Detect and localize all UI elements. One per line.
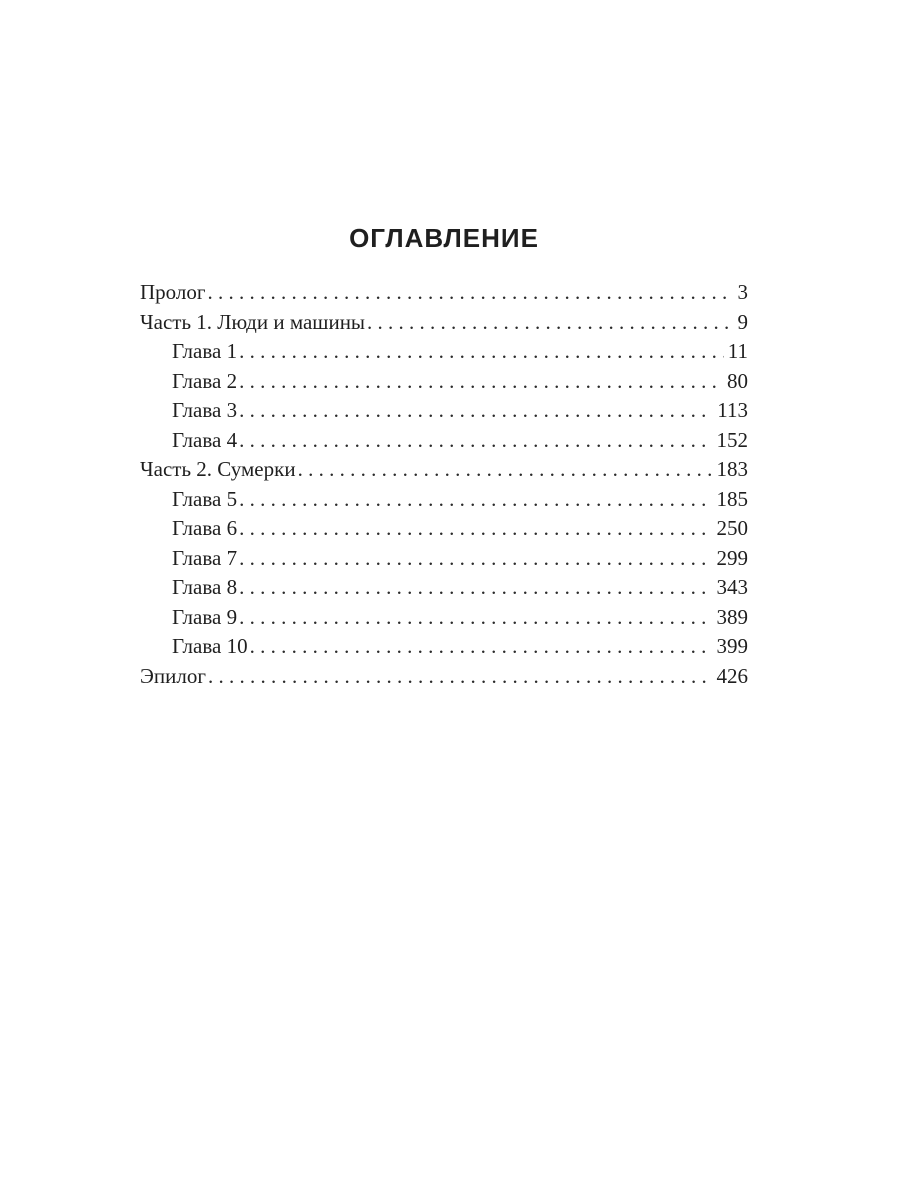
toc-entry-page: 299	[716, 545, 748, 570]
dot-leader	[239, 426, 712, 456]
toc-entry-page: 113	[717, 398, 748, 422]
toc-entry-label: Глава 1	[172, 339, 238, 363]
toc-entry-page: 11	[727, 339, 748, 363]
toc-entry-chapter-4	[140, 426, 748, 456]
toc-entry-page: 3	[737, 280, 748, 304]
toc-entry-label: Глава 5	[172, 486, 238, 511]
toc-entry-label: Глава 4	[172, 427, 238, 452]
dot-leader	[239, 603, 712, 633]
toc-entry-label: Глава 2	[172, 368, 238, 393]
toc-entry-label: Глава 6	[172, 516, 238, 540]
dot-leader	[239, 367, 723, 397]
toc-entry-chapter-7	[140, 544, 748, 574]
toc-entry-page: 9	[737, 309, 748, 334]
toc-entry-chapter-5	[140, 485, 748, 515]
toc-entry-chapter-8	[140, 573, 748, 603]
toc-entry-page: 250	[716, 516, 748, 540]
toc-entry-page: 389	[716, 604, 748, 629]
dot-leader	[298, 455, 713, 485]
toc-entry-chapter-3	[140, 396, 748, 426]
toc-entry-chapter-1	[140, 337, 748, 367]
toc-entry-label: Глава 3	[172, 398, 238, 422]
dot-leader	[239, 514, 712, 544]
dot-leader	[239, 485, 712, 515]
toc-entry-page: 399	[716, 634, 748, 658]
toc-entry-label: Эпилог	[140, 663, 206, 688]
toc-entry-label: Глава 10	[172, 634, 248, 658]
dot-leader	[367, 308, 732, 338]
toc-entry-chapter-9	[140, 603, 748, 633]
toc-entry-chapter-10	[140, 632, 748, 662]
dot-leader	[239, 396, 713, 426]
toc-entry-page: 343	[716, 575, 748, 599]
toc-entry-label: Глава 7	[172, 545, 238, 570]
toc-entry-part-1	[140, 308, 748, 338]
toc-entry-prologue	[140, 278, 748, 308]
toc-entry-label: Часть 1. Люди и машины	[140, 309, 366, 334]
table-of-contents	[140, 220, 748, 691]
toc-list	[140, 278, 748, 691]
toc-entry-chapter-6	[140, 514, 748, 544]
toc-entry-chapter-2	[140, 367, 748, 397]
toc-entry-label: Глава 8	[172, 575, 238, 599]
toc-entry-page: 152	[716, 427, 748, 452]
toc-entry-label: Пролог	[140, 280, 206, 304]
toc-entry-label: Часть 2. Сумерки	[140, 457, 296, 481]
toc-entry-label: Глава 9	[172, 604, 238, 629]
toc-entry-epilogue	[140, 662, 748, 692]
dot-leader	[239, 544, 712, 574]
toc-entry-page: 426	[716, 663, 748, 688]
dot-leader	[250, 632, 713, 662]
toc-entry-page: 183	[716, 457, 748, 481]
dot-leader	[239, 573, 712, 603]
toc-entry-page: 80	[727, 368, 748, 393]
dot-leader	[239, 337, 724, 367]
dot-leader	[207, 278, 732, 308]
toc-entry-part-2	[140, 455, 748, 485]
toc-entry-page: 185	[716, 486, 748, 511]
dot-leader	[208, 662, 713, 692]
toc-title: ОГЛАВЛЕНИЕ	[349, 223, 539, 253]
